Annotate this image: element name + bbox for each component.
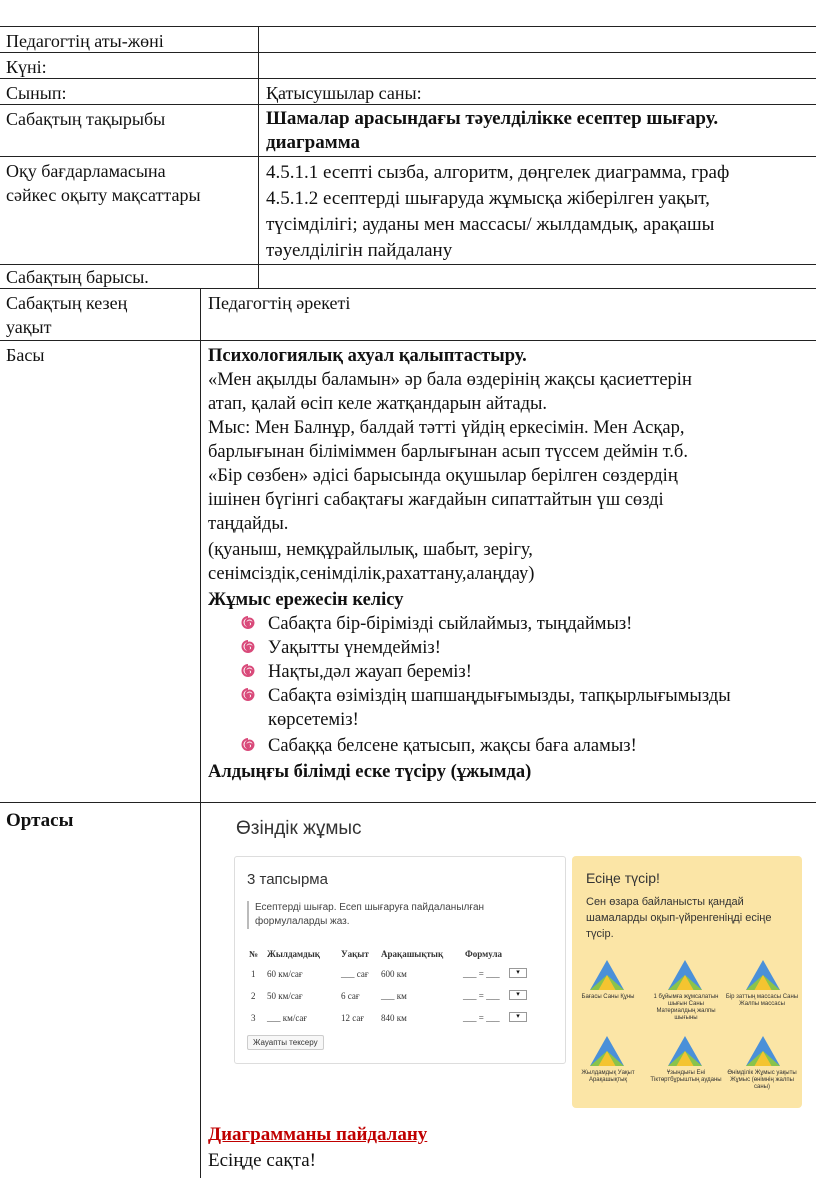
basy-line-3: Мыс: Мен Балнұр, балдай тәтті үйдің еркесімін. Мен Асқар, — [208, 418, 685, 438]
table-cell[interactable]: ___ сағ — [341, 969, 369, 979]
table-cell[interactable]: ___ км — [381, 991, 407, 1001]
basy-line-9: сенімсіздік,сенімділік,рахаттану,алаңдау) — [208, 564, 535, 584]
formula-select[interactable]: ▾ — [509, 1012, 527, 1022]
objective-line-4: тәуелділігін пайдалану — [266, 240, 453, 261]
diagram-link-title[interactable]: Диаграмманы пайдалану — [208, 1124, 428, 1145]
col-header: Уақыт — [341, 949, 369, 959]
table-cell: 12 сағ — [341, 1013, 365, 1023]
formula-triangle-icon — [668, 960, 702, 990]
remember-note: Есіңде сақта! — [208, 1150, 316, 1171]
table-cell: 6 сағ — [341, 991, 360, 1001]
formula-select[interactable]: ▾ — [509, 968, 527, 978]
date-label: Күні: — [6, 57, 47, 77]
rule-text: көрсетеміз! — [268, 710, 359, 730]
stage-label-2: уақыт — [6, 317, 52, 337]
formula-triangle-icon — [590, 960, 624, 990]
col-header: Арақашықтық — [381, 949, 444, 959]
stage-label-1: Сабақтың кезең — [6, 293, 128, 313]
lesson-progress-label: Сабақтың барысы. — [6, 267, 149, 287]
table-cell: 1 — [251, 969, 256, 979]
triangle-caption: 1 бұйымға жұмсалатын шығын Саны Материалдың жалпы шығыны — [653, 994, 719, 1021]
col-header: № — [249, 949, 259, 959]
basy-line-8: (қуаныш, немқұрайлылық, шабыт, зерігу, — [208, 540, 533, 560]
objectives-label-1: Оқу бағдарламасына — [6, 161, 166, 181]
formula-triangle-icon — [590, 1036, 624, 1066]
formula-triangle-icon — [668, 1036, 702, 1066]
topic-line-2: диаграмма — [266, 132, 361, 153]
rule-text: Сабақта бір-бірімізді сыйлаймыз, тыңдаймыз! — [268, 614, 633, 634]
topic-label: Сабақтың тақырыбы — [6, 109, 166, 129]
swirl-bullet-icon — [240, 738, 256, 754]
formula-select[interactable]: ▾ — [509, 990, 527, 1000]
task-title: 3 тапсырма — [247, 871, 328, 888]
triangle-caption: Өнімділік Жұмыс уақыты Жұмыс (өнімнің жалпы саны) — [727, 1070, 797, 1090]
objective-line-1: 4.5.1.1 есепті сызба, алгоритм, дөңгелек диаграмма, граф — [266, 162, 730, 183]
col-header: Жылдамдық — [267, 949, 320, 959]
swirl-bullet-icon — [240, 688, 256, 704]
objective-line-2: 4.5.1.2 есептерді шығаруда жұмысқа жіберілген уақыт, — [266, 188, 710, 209]
formula-triangle-icon — [746, 1036, 780, 1066]
objective-line-3: түсімділігі; ауданы мен массасы/ жылдамдық, арақашы — [266, 214, 715, 235]
objectives-label-2: сәйкес оқыту мақсаттары — [6, 185, 201, 205]
topic-line-1: Шамалар арасындағы тәуелділікке есептер шығару. — [266, 108, 719, 129]
table-cell[interactable]: ___ км/сағ — [267, 1013, 308, 1023]
stage-ortasy-label: Ортасы — [6, 810, 74, 831]
stage-basy-label: Басы — [6, 345, 45, 365]
task-description: Есептерді шығар. Есеп шығаруға пайдаланылған формулаларды жаз. — [247, 901, 525, 929]
remember-description: Сен өзара байланысты қандай шамаларды оқып-үйренгеніңді есіңе түсір. — [586, 896, 772, 940]
basy-line-2: атап, қалай өсіп келе жатқандарын айтады. — [208, 394, 548, 414]
table-cell: 60 км/сағ — [267, 969, 303, 979]
swirl-bullet-icon — [240, 664, 256, 680]
teacher-action-label: Педагогтің әрекеті — [208, 293, 351, 313]
table-cell: 2 — [251, 991, 256, 1001]
rule-text: Сабақта өзіміздің шапшаңдығымызды, тапқырлығымызды — [268, 686, 731, 706]
remember-title: Есіңе түсір! — [586, 870, 660, 886]
swirl-bullet-icon — [240, 640, 256, 656]
triangle-caption: Бағасы Саны Құны — [581, 994, 635, 1000]
basy-line-1: «Мен ақылды баламын» әр бала өздерінің жақсы қасиеттерін — [208, 370, 692, 390]
basy-line-7: таңдайды. — [208, 514, 289, 534]
rule-text: Уақытты үнемдейміз! — [268, 638, 441, 658]
formula-blank[interactable]: ___ = ___ — [463, 969, 500, 979]
table-cell: 50 км/сағ — [267, 991, 303, 1001]
embedded-title: Өзіндік жұмыс — [236, 818, 362, 839]
rule-text: Нақты,дәл жауап береміз! — [268, 662, 472, 682]
basy-line-4: барлығынан біліміммен барлығынан асып түссем деймін т.б. — [208, 442, 688, 462]
basy-heading: Психологиялық ахуал қалыптастыру. — [208, 346, 527, 366]
formula-blank[interactable]: ___ = ___ — [463, 1013, 500, 1023]
table-cell: 600 км — [381, 969, 407, 979]
triangle-caption: Ұзындығы Ені Тіктөртбұрыштың ауданы — [650, 1070, 722, 1083]
rule-text: Сабаққа белсене қатысып, жақсы баға аламыз! — [268, 736, 637, 756]
triangle-caption: Бір заттың массасы Саны Жалпы массасы — [725, 994, 799, 1007]
participants-label: Қатысушылар саны: — [266, 83, 422, 103]
table-cell: 3 — [251, 1013, 256, 1023]
col-header: Формула — [465, 949, 503, 959]
remember-card — [572, 856, 802, 1108]
basy-closing: Алдыңғы білімді еске түсіру (ұжымда) — [208, 762, 532, 782]
triangle-caption: Жылдамдық Уақыт Арақашықтық — [581, 1070, 635, 1083]
teacher-name-label: Педагогтің аты-жөні — [6, 31, 164, 51]
rules-heading: Жұмыс ережесін келісу — [208, 590, 404, 610]
swirl-bullet-icon — [240, 616, 256, 632]
formula-blank[interactable]: ___ = ___ — [463, 991, 500, 1001]
table-cell: 840 км — [381, 1013, 407, 1023]
basy-line-5: «Бір сөзбен» әдісі барысында оқушылар берілген сөздердің — [208, 466, 678, 486]
class-label: Сынып: — [6, 83, 67, 103]
formula-triangle-icon — [746, 960, 780, 990]
basy-line-6: ішінен бүгінгі сабақтағы жағдайын сипаттайтын үш сөзді — [208, 490, 664, 510]
task-card — [234, 856, 566, 1064]
check-answer-button[interactable]: Жауапты тексеру — [247, 1035, 324, 1050]
